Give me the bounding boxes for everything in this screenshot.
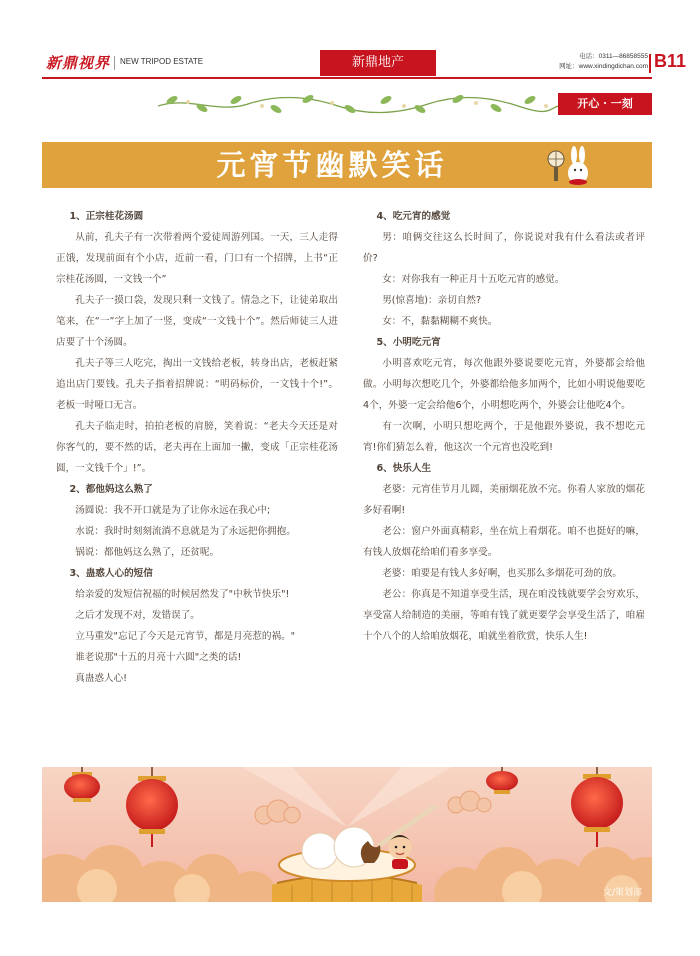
- vine-decoration: [158, 92, 558, 116]
- paragraph: 老公：你真是不知道享受生活，现在咱没钱就要学会穷欢乐，享受富人给制造的美丽，等咱有钱了就更要学会享受生活了，咱雇十个八个的人给咱放烟花，咱就坐着欣赏，快乐人生!: [363, 589, 645, 642]
- paragraph: 给亲爱的发短信祝福的时候居然发了"中秋节快乐"!: [75, 589, 290, 600]
- paragraph: 汤圆说：我不开口就是为了让你永远在我心中;: [75, 505, 271, 516]
- paragraph: 锅说：都他妈这么熟了，还贫呢。: [75, 547, 220, 558]
- page-number: B11: [654, 51, 687, 71]
- rabbit-lantern-icon: [542, 145, 594, 187]
- paragraph: 之后才发现不对，发错误了。: [75, 610, 200, 621]
- paragraph: 从前，孔夫子有一次带着两个爱徒周游列国。一天，三人走得正饿，发现前面有个小店，近前一看，门口有一个招牌，上书“正宗桂花汤圆，一文钱一个”: [56, 232, 338, 285]
- paragraph: 老婆：元宵佳节月儿圆，美丽烟花放不完。你看人家放的烟花多好看啊!: [363, 484, 645, 516]
- section-heading-1: 1、正宗桂花汤圆: [69, 211, 144, 222]
- paragraph: 孔夫子临走时，拍拍老板的肩膀，笑着说：“老夫今天还是对你客气的，要不然的话，老夫再在上面加一撇，变成「正宗桂花汤圆，一文钱千个」!”。: [56, 421, 338, 474]
- paragraph: 谁老说那"十五的月亮十六圆"之类的话!: [75, 652, 242, 663]
- paragraph: 有一次啊，小明只想吃两个，于是他跟外婆说，我不想吃元宵!你们猜怎么着，他这次一个元宵也没吃到!: [363, 421, 645, 453]
- section-tab: 新鼎地产: [320, 50, 436, 76]
- paragraph: 孔夫子一摸口袋，发现只剩一文钱了。情急之下，让徒弟取出笔来，在“一”字上加了一竖，变成“一文钱十个”。然后师徒三人进店要了十个汤圆。: [56, 295, 338, 348]
- page-number-bar: [649, 54, 651, 73]
- section-heading-6: 6、快乐人生: [376, 463, 432, 474]
- paragraph: 孔夫子等三人吃完，掏出一文钱给老板，转身出店，老板赶紧追出店门要钱。孔夫子指着招牌说：“明码标价，一文钱十个!”。老板一时哑口无言。: [56, 358, 338, 411]
- paragraph: 真蛊惑人心!: [75, 673, 128, 684]
- paragraph: 老公：窗户外面真精彩，坐在炕上看烟花。咱不也挺好的嘛，有钱人放烟花给咱们看多享受。: [363, 526, 645, 558]
- festival-illustration: [42, 767, 652, 902]
- paragraph: 小明喜欢吃元宵，每次他跟外婆说要吃元宵，外婆都会给他做。小明每次想吃几个，外婆都给他多加两个，比如小明说他要吃4个，外婆一定会给他6个，小明想吃两个，外婆会让他吃4个。: [363, 358, 645, 411]
- section-heading-3: 3、蛊惑人心的短信: [69, 568, 153, 579]
- masthead-rule: [42, 77, 652, 79]
- contact-info: [540, 52, 648, 72]
- masthead: [42, 50, 687, 76]
- paragraph: 男(惊喜地)：亲切自然?: [382, 295, 482, 306]
- author-credit: 文/策划部: [602, 888, 642, 898]
- paragraph: 男：咱俩交往这么长时间了，你说说对我有什么看法或者评价?: [363, 232, 645, 264]
- title-banner: [42, 142, 652, 188]
- lantern-festival-scene: [42, 767, 652, 902]
- right-column: [363, 206, 645, 647]
- section-heading-4: 4、吃元宵的感觉: [376, 211, 451, 222]
- paragraph: 立马重发"忘记了今天是元宵节，都是月亮惹的祸。": [75, 631, 296, 642]
- section-heading-2: 2、都他妈这么熟了: [69, 484, 153, 495]
- contact-phone: 电话：0311—86858555: [579, 53, 648, 60]
- column-tag: 开心 · 一刻: [558, 93, 652, 115]
- section-heading-5: 5、小明吃元宵: [376, 337, 441, 348]
- contact-website: 网址：www.xindingdichan.com: [559, 63, 648, 70]
- paragraph: 女：对你我有一种正月十五吃元宵的感觉。: [382, 274, 565, 285]
- paragraph: 女：不，黏黏糊糊不爽快。: [382, 316, 498, 327]
- left-column: [56, 206, 338, 689]
- brand-divider: [114, 56, 115, 70]
- page-title: 元宵节幽默笑话: [216, 148, 448, 182]
- brand-english: NEW TRIPOD ESTATE: [120, 57, 204, 66]
- paragraph: 水说：我时时刻刻流淌不息就是为了永远把你拥抱。: [75, 526, 296, 537]
- paragraph: 老婆：咱要是有钱人多好啊，也买那么多烟花可劲的放。: [382, 568, 623, 579]
- brand-logo: 新鼎视界: [46, 54, 111, 72]
